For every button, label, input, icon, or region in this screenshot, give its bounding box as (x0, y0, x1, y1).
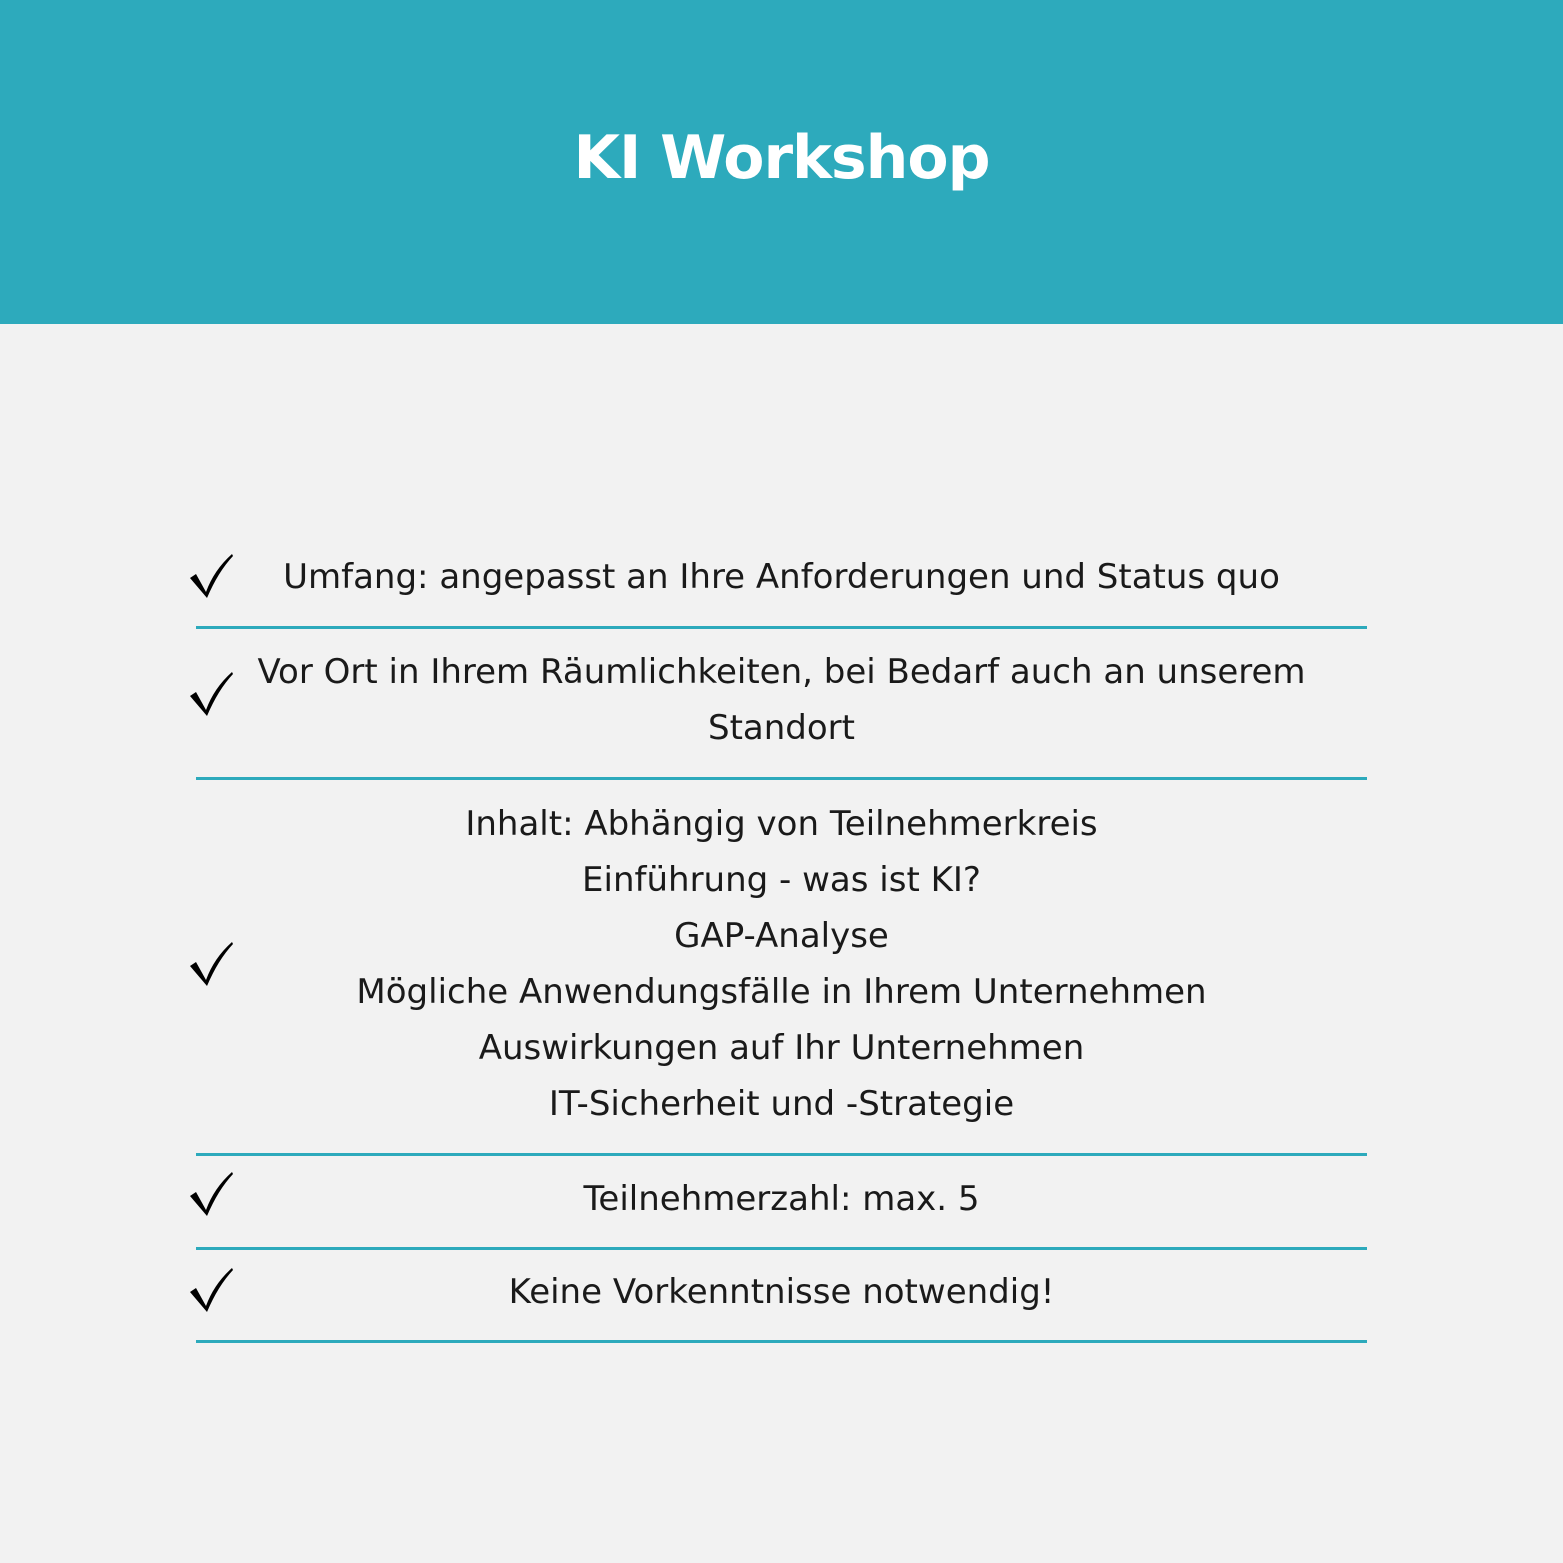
item-inhalt (250, 796, 1313, 1132)
check-icon (186, 1266, 236, 1316)
item-vor-ort (250, 644, 1313, 756)
check-icon (186, 552, 236, 602)
item-text: Vor Ort in Ihrem Räumlichkeiten, bei Bedarf auch an unserem (257, 652, 1306, 692)
item-text: Keine Vorkenntnisse notwendig! (508, 1272, 1055, 1312)
divider (196, 777, 1367, 780)
item-teilnehmerzahl (250, 1171, 1313, 1227)
item-text: Mögliche Anwendungsfälle in Ihrem Unternehmen (356, 972, 1207, 1012)
item-text: IT-Sicherheit und -Strategie (548, 1084, 1015, 1124)
item-text: Teilnehmerzahl: max. 5 (583, 1179, 980, 1219)
check-icon (186, 940, 236, 990)
check-icon (186, 1170, 236, 1220)
item-text: GAP-Analyse (674, 916, 889, 956)
divider (196, 1340, 1367, 1343)
divider (196, 1153, 1367, 1156)
item-text: Einführung - was ist KI? (582, 860, 981, 900)
item-text: Auswirkungen auf Ihr Unternehmen (478, 1028, 1085, 1068)
divider (196, 1247, 1367, 1250)
item-umfang (250, 549, 1313, 605)
item-vorkenntnisse (250, 1264, 1313, 1320)
page-title: KI Workshop (573, 123, 990, 193)
check-icon (186, 670, 236, 720)
item-text: Inhalt: Abhängig von Teilnehmerkreis (465, 804, 1098, 844)
item-text: Standort (708, 708, 855, 748)
divider (196, 626, 1367, 629)
item-text: Umfang: angepasst an Ihre Anforderungen und Status quo (283, 557, 1280, 597)
